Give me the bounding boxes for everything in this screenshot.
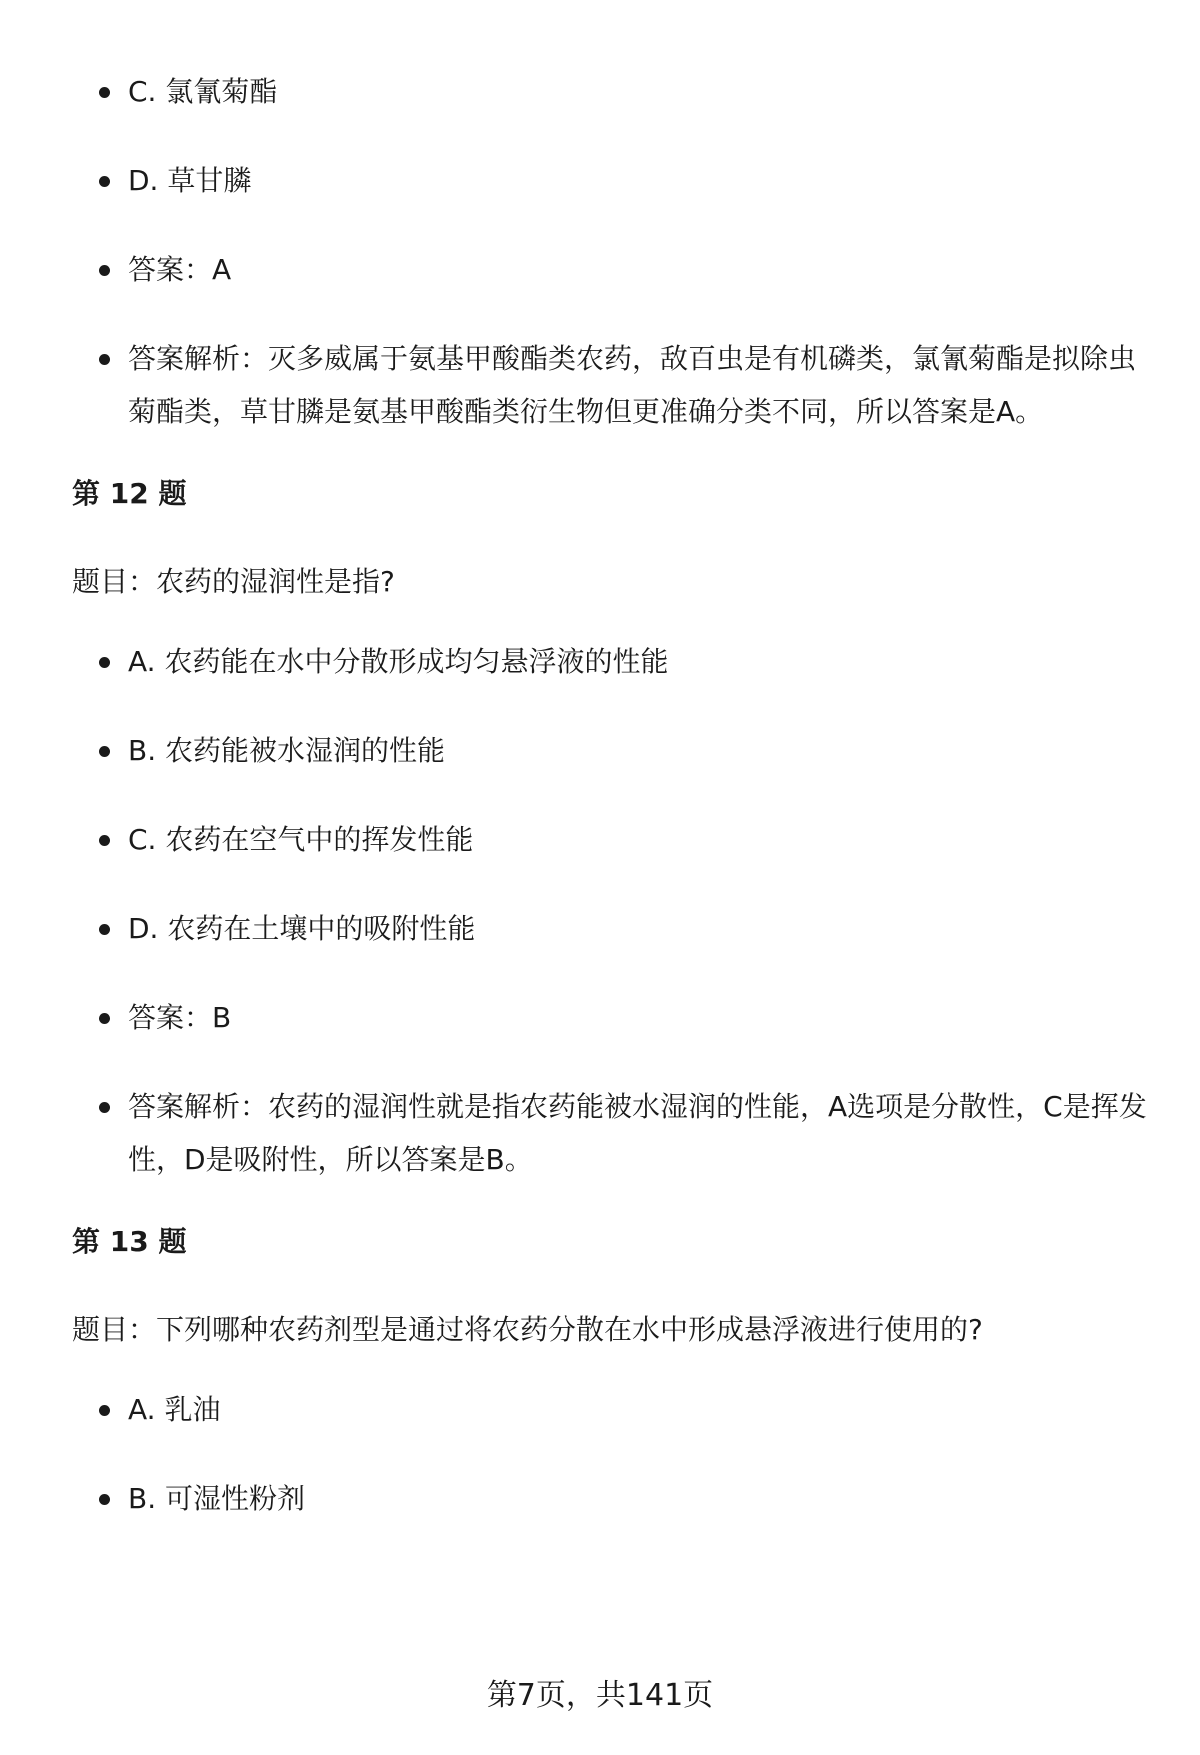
answer-item: 答案：B	[72, 988, 1152, 1048]
option-item: C. 农药在空气中的挥发性能	[72, 810, 1152, 870]
option-item: D. 农药在土壤中的吸附性能	[72, 899, 1152, 959]
option-item: B. 可湿性粉剂	[72, 1469, 1152, 1529]
question-text: 题目：农药的湿润性是指?	[72, 565, 395, 598]
question-13	[72, 1222, 1152, 1529]
explanation-item: 答案解析：农药的湿润性就是指农药能被水湿润的性能，A选项是分散性，C是挥发性，D是吸附性，所以答案是B。	[72, 1077, 1152, 1186]
option-item: A. 农药能在水中分散形成均匀悬浮液的性能	[72, 632, 1152, 692]
question-text: 题目：下列哪种农药剂型是通过将农药分散在水中形成悬浮液进行使用的?	[72, 1313, 983, 1346]
page-content	[72, 62, 1152, 1529]
option-item: D. 草甘膦	[72, 151, 1152, 211]
option-item: A. 乳油	[72, 1380, 1152, 1440]
question-12	[72, 474, 1152, 1186]
option-item: B. 农药能被水湿润的性能	[72, 721, 1152, 781]
option-list	[72, 632, 1152, 1186]
answer-item: 答案：A	[72, 240, 1152, 300]
question-title: 第 12 题	[72, 477, 187, 510]
option-item: C. 氯氰菊酯	[72, 62, 1152, 122]
explanation-item: 答案解析：灭多威属于氨基甲酸酯类农药，敌百虫是有机磷类，氯氰菊酯是拟除虫菊酯类，草甘膦是氨基甲酸酯类衍生物但更准确分类不同，所以答案是A。	[72, 329, 1152, 438]
page-number: 第7页，共141页	[486, 1678, 714, 1713]
question-title: 第 13 题	[72, 1225, 187, 1258]
option-list	[72, 1380, 1152, 1529]
prev-question-list	[72, 62, 1152, 438]
